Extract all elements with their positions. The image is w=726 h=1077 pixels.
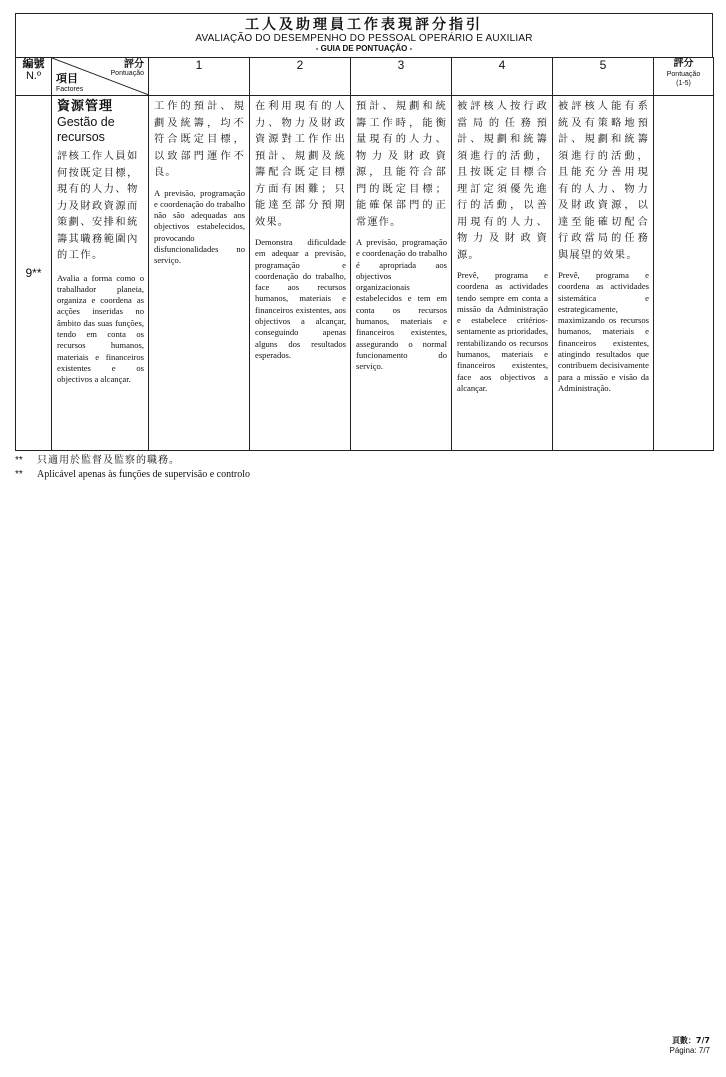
title-block <box>15 13 713 57</box>
level-1-text-pt: A previsão, programação e coordenação do trabalho não são adequadas aos objectivos estabelecidos, provocando disfuncionalidades no serviço. <box>154 187 245 266</box>
page-number <box>670 1036 710 1056</box>
page-number-zh: 頁數：7/7 <box>671 1036 710 1045</box>
evaluation-sheet <box>15 13 713 451</box>
score-column-range: (1-5) <box>676 80 691 87</box>
level-2-text-pt: Demonstra dificuldade em adequar a previsão, programação e coordenação do trabalho, face aos recursos humanos, materiais e financeiros existentes, aos objectivos a alcançar, conseguindo apenas alguns dos resultados esperados. <box>255 237 346 360</box>
score-header-label <box>111 59 144 78</box>
level-4-text-zh: 被評核人按行政當局的任務預計、規劃和統籌須進行的活動，且按既定目標合理訂定須優先進行的活動，以善用現有的人力、物力及財政資源。 <box>457 101 548 261</box>
level-5-descriptor <box>553 96 654 451</box>
level-header-3: 3 <box>351 58 452 96</box>
level-header-1: 1 <box>149 58 250 96</box>
footnote-zh <box>15 454 250 468</box>
factor-header-label <box>56 73 83 94</box>
score-column-zh: 評分 <box>673 58 694 69</box>
row-number: 9** <box>16 96 52 451</box>
footnote-text-zh: 只適用於監督及監察的職務。 <box>37 455 180 466</box>
factor-title-pt: Gestão de recursos <box>57 115 115 144</box>
score-header-zh: 評分 <box>124 59 144 70</box>
number-header-zh: 編號 <box>22 57 45 70</box>
table-row <box>16 96 714 451</box>
level-4-descriptor <box>452 96 553 451</box>
score-entry-cell[interactable] <box>654 96 714 451</box>
footnote-text-pt: Aplicável apenas às funções de supervisão e controlo <box>37 469 250 480</box>
factor-cell <box>52 96 149 451</box>
level-4-text-pt: Prevê, programa e coordena as actividades tendo sempre em conta a missão da Administração e estabelece critérios-sentamente as prioridades, rentabilizando os recursos humanos, materiais e financeiros existentes, face aos objectivos a alcançar. <box>457 270 548 393</box>
level-5-text-pt: Prevê, programa e coordena as actividades sistemática e estrategicamente, maximizando os recursos humanos, materiais e financeiros existentes, atingindo resultados que contribuem decisivamente para a missão e visão da Administração. <box>558 270 649 393</box>
level-header-2: 2 <box>250 58 351 96</box>
factor-title-zh: 資源管理 <box>57 99 114 114</box>
number-header <box>16 58 52 96</box>
title-portuguese: AVALIAÇÃO DO DESEMPENHO DO PESSOAL OPERÁRIO E AUXILIAR <box>195 33 533 44</box>
score-column-header <box>654 58 714 96</box>
footnote-marker-pt: ** <box>15 469 23 480</box>
title-chinese: 工人及助理員工作表現評分指引 <box>245 17 483 33</box>
level-5-text-zh: 被評核人能有系統及有策略地預計、規劃和統籌須進行的活動，且能充分善用現有的人力、物力及財政資源，以達至能確切配合行政當局的任務與展望的效果。 <box>558 101 649 261</box>
scoring-table <box>15 57 714 451</box>
level-header-4: 4 <box>452 58 553 96</box>
score-header-pt: Pontuação <box>110 70 144 77</box>
footnote-marker-zh: ** <box>15 455 23 466</box>
number-header-pt: N.º <box>25 70 42 82</box>
level-1-descriptor <box>149 96 250 451</box>
level-2-descriptor <box>250 96 351 451</box>
level-1-text-zh: 工作的預計、規劃及統籌，均不符合既定目標，以致部門運作不良。 <box>154 101 245 178</box>
level-header-5: 5 <box>553 58 654 96</box>
factor-description-zh: 評核工作人員如何按既定目標，現有的人力、物力及財政資源而策劃、安排和統籌其職務範圍內的工作。 <box>57 151 139 261</box>
level-2-text-zh: 在利用現有的人力、物力及財政資源對工作作出預計、規劃及統籌配合既定目標方面有困難；只能達至部分預期效果。 <box>255 101 346 228</box>
footnote-pt <box>15 468 250 482</box>
level-3-descriptor <box>351 96 452 451</box>
level-3-text-pt: A previsão, programação e coordenação do trabalho é apropriada aos objectivos organizacionais estabelecidos e tem em conta os recursos humanos, materiais e financeiros existentes, assegurando o normal funcionamento do serviço. <box>356 237 447 372</box>
header-row <box>16 58 714 96</box>
factor-description-pt: Avalia a forma como o trabalhador planeia, organiza e coordena as acções inseridas no âmbito das suas funções, tendo em conta os recursos humanos, materiais e financeiros existentes e os objectivos a alcançar. <box>57 272 144 385</box>
factor-header-zh: 項目 <box>56 72 78 85</box>
title-subtitle: - GUIA DE PONTUAÇÃO - <box>315 44 413 53</box>
factor-score-header <box>52 58 149 96</box>
footnotes <box>15 454 250 482</box>
level-3-text-zh: 預計、規劃和統籌工作時，能衡量現有的人力、物力及財政資源，且能符合部門的既定目標；能確保部門的正常運作。 <box>356 101 447 228</box>
factor-header-pt: Factores <box>56 86 84 93</box>
score-column-pt: Pontuação <box>666 71 701 78</box>
page-number-pt: Página: 7/7 <box>669 1046 710 1055</box>
